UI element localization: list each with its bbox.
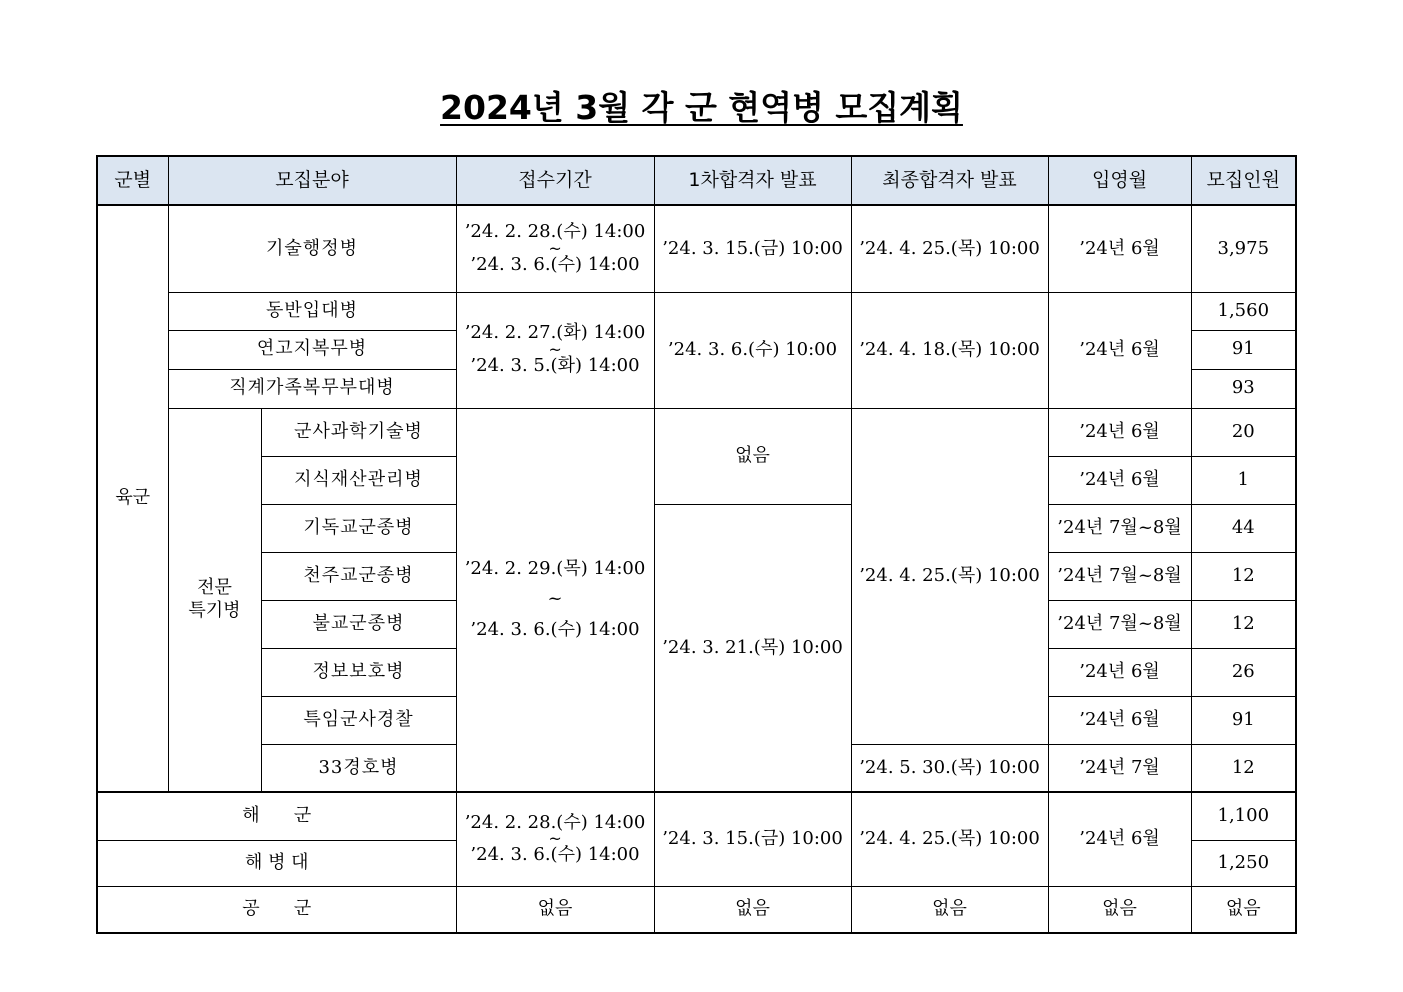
field-cell: 군사과학기술병	[261, 408, 456, 456]
special-group-label	[168, 408, 261, 792]
header-branch: 군별	[97, 156, 168, 205]
count-cell: 91	[1191, 330, 1296, 369]
final-announce-cell: ’24. 4. 18.(목) 10:00	[851, 292, 1048, 408]
page-title-text: 2024년 3월 각 군 현역병 모집계획	[440, 88, 963, 127]
branch-airforce: 공 군	[97, 886, 456, 933]
table-row	[97, 886, 1296, 933]
first-announce-cell: ’24. 3. 21.(목) 10:00	[654, 504, 851, 792]
entry-month-cell: ’24년 6월	[1048, 408, 1191, 456]
first-announce-cell: ’24. 3. 6.(수) 10:00	[654, 292, 851, 408]
period-end: ’24. 3. 6.(수) 14:00	[470, 619, 640, 641]
table-row	[97, 292, 1296, 330]
special-label-line1: 전문	[197, 577, 232, 599]
header-first-announce: 1차합격자 발표	[654, 156, 851, 205]
count-cell: 12	[1191, 744, 1296, 792]
table-row	[97, 408, 1296, 456]
final-announce-cell: ’24. 4. 25.(목) 10:00	[851, 205, 1048, 292]
header-entry-month: 입영월	[1048, 156, 1191, 205]
entry-month-cell: 없음	[1048, 886, 1191, 933]
period-cell: 없음	[456, 886, 654, 933]
entry-month-cell: ’24년 6월	[1048, 205, 1191, 292]
entry-month-cell: ’24년 6월	[1048, 696, 1191, 744]
count-cell: 20	[1191, 408, 1296, 456]
header-period: 접수기간	[456, 156, 654, 205]
period-cell	[456, 408, 654, 792]
field-cell: 동반입대병	[168, 292, 456, 330]
branch-marine: 해 병 대	[97, 840, 456, 886]
entry-month-cell: ’24년 6월	[1048, 792, 1191, 886]
first-announce-none: 없음	[654, 408, 851, 504]
special-label-line2: 특기병	[188, 599, 241, 621]
first-announce-cell: 없음	[654, 886, 851, 933]
branch-navy: 해 군	[97, 792, 456, 840]
count-cell: 1,560	[1191, 292, 1296, 330]
final-announce-cell: ’24. 4. 25.(목) 10:00	[851, 408, 1048, 744]
period-cell	[456, 292, 654, 408]
count-cell: 3,975	[1191, 205, 1296, 292]
count-cell: 91	[1191, 696, 1296, 744]
field-cell: 직계가족복무부대병	[168, 369, 456, 408]
count-cell: 12	[1191, 600, 1296, 648]
period-start: ’24. 2. 27.(화) 14:00	[464, 322, 646, 344]
period-tilde: ~	[547, 588, 563, 610]
period-end: ’24. 3. 5.(화) 14:00	[470, 355, 640, 376]
count-cell: 44	[1191, 504, 1296, 552]
header-field: 모집분야	[168, 156, 456, 205]
count-cell: 1,100	[1191, 792, 1296, 840]
recruitment-table	[96, 155, 1297, 934]
period-start: ’24. 2. 28.(수) 14:00	[464, 221, 646, 243]
count-cell: 없음	[1191, 886, 1296, 933]
count-cell: 1	[1191, 456, 1296, 504]
count-cell: 1,250	[1191, 840, 1296, 886]
field-cell: 지식재산관리병	[261, 456, 456, 504]
entry-month-cell: ’24년 7월~8월	[1048, 600, 1191, 648]
period-start: ’24. 2. 29.(목) 14:00	[464, 557, 646, 579]
count-cell: 26	[1191, 648, 1296, 696]
field-cell: 정보보호병	[261, 648, 456, 696]
entry-month-cell: ’24년 6월	[1048, 292, 1191, 408]
count-cell: 93	[1191, 369, 1296, 408]
entry-month-cell: ’24년 6월	[1048, 648, 1191, 696]
header-final-announce: 최종합격자 발표	[851, 156, 1048, 205]
period-end: ’24. 3. 6.(수) 14:00	[470, 253, 640, 275]
period-cell	[456, 792, 654, 886]
field-cell: 기술행정병	[168, 205, 456, 292]
field-cell: 33경호병	[261, 744, 456, 792]
final-announce-cell: ’24. 5. 30.(목) 10:00	[851, 744, 1048, 792]
period-cell	[456, 205, 654, 292]
first-announce-cell: ’24. 3. 15.(금) 10:00	[654, 792, 851, 886]
period-start: ’24. 2. 28.(수) 14:00	[464, 811, 646, 833]
count-cell: 12	[1191, 552, 1296, 600]
table-row	[97, 205, 1296, 292]
header-count: 모집인원	[1191, 156, 1296, 205]
branch-army: 육군	[97, 205, 168, 792]
entry-month-cell: ’24년 7월~8월	[1048, 504, 1191, 552]
entry-month-cell: ’24년 7월~8월	[1048, 552, 1191, 600]
period-end: ’24. 3. 6.(수) 14:00	[470, 844, 640, 866]
period-tilde: ~	[548, 238, 562, 258]
field-cell: 특임군사경찰	[261, 696, 456, 744]
field-cell: 천주교군종병	[261, 552, 456, 600]
final-announce-cell: 없음	[851, 886, 1048, 933]
field-cell: 불교군종병	[261, 600, 456, 648]
first-announce-cell: ’24. 3. 15.(금) 10:00	[654, 205, 851, 292]
page-title	[0, 82, 1403, 129]
field-cell: 연고지복무병	[168, 330, 456, 369]
table-row	[97, 792, 1296, 840]
header-row	[97, 156, 1296, 205]
table-row	[97, 504, 1296, 552]
entry-month-cell: ’24년 6월	[1048, 456, 1191, 504]
field-cell: 기독교군종병	[261, 504, 456, 552]
final-announce-cell: ’24. 4. 25.(목) 10:00	[851, 792, 1048, 886]
period-tilde: ~	[548, 829, 562, 849]
entry-month-cell: ’24년 7월	[1048, 744, 1191, 792]
period-tilde: ~	[548, 340, 562, 359]
